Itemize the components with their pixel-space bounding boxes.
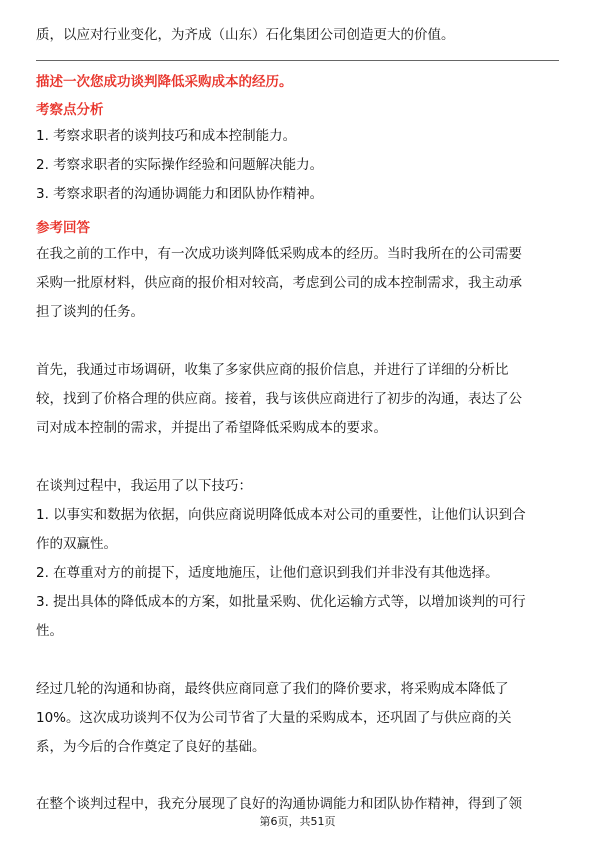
answer-paragraph-line: 较，找到了价格合理的供应商。接着，我与该供应商进行了初步的沟通，表达了公: [36, 391, 522, 407]
technique-item-line: 1. 以事实和数据为依据，向供应商说明降低成本对公司的重要性，让他们认识到合: [36, 507, 526, 523]
answer-heading: 参考回答: [36, 220, 90, 236]
section-divider: [36, 60, 559, 61]
answer-paragraph-line: 在谈判过程中，我运用了以下技巧：: [36, 478, 252, 494]
answer-paragraph-line: 司对成本控制的需求，并提出了希望降低采购成本的要求。: [36, 420, 387, 436]
technique-item-line: 作的双赢性。: [36, 536, 117, 552]
analysis-item: 2. 考察求职者的实际操作经验和问题解决能力。: [36, 157, 324, 173]
analysis-item: 3. 考察求职者的沟通协调能力和团队协作精神。: [36, 186, 324, 202]
analysis-item: 1. 考察求职者的谈判技巧和成本控制能力。: [36, 128, 297, 144]
answer-paragraph-line: 10%。这次成功谈判不仅为公司节省了大量的采购成本，还巩固了与供应商的关: [36, 710, 512, 726]
answer-paragraph-line: 在我之前的工作中，有一次成功谈判降低采购成本的经历。当时我所在的公司需要: [36, 246, 522, 262]
answer-paragraph-line: 系，为今后的合作奠定了良好的基础。: [36, 739, 266, 755]
answer-paragraph-line: 首先，我通过市场调研，收集了多家供应商的报价信息，并进行了详细的分析比: [36, 362, 509, 378]
analysis-heading: 考察点分析: [36, 102, 104, 118]
page-number-footer: 第6页，共51页: [259, 815, 336, 828]
question-title: 描述一次您成功谈判降低采购成本的经历。: [36, 74, 293, 90]
technique-item-line: 2. 在尊重对方的前提下，适度地施压，让他们意识到我们并非没有其他选择。: [36, 565, 499, 581]
answer-paragraph-line: 担了谈判的任务。: [36, 304, 144, 320]
answer-paragraph-line: 在整个谈判过程中，我充分展现了良好的沟通协调能力和团队协作精神，得到了领: [36, 796, 522, 812]
answer-paragraph-line: 采购一批原材料，供应商的报价相对较高，考虑到公司的成本控制需求，我主动承: [36, 275, 522, 291]
answer-paragraph-line: 经过几轮的沟通和协商，最终供应商同意了我们的降价要求，将采购成本降低了: [36, 681, 509, 697]
top-fragment: 质，以应对行业变化，为齐成（山东）石化集团公司创造更大的价值。: [36, 27, 455, 43]
technique-item-line: 性。: [36, 623, 63, 639]
technique-item-line: 3. 提出具体的降低成本的方案，如批量采购、优化运输方式等，以增加谈判的可行: [36, 594, 526, 610]
